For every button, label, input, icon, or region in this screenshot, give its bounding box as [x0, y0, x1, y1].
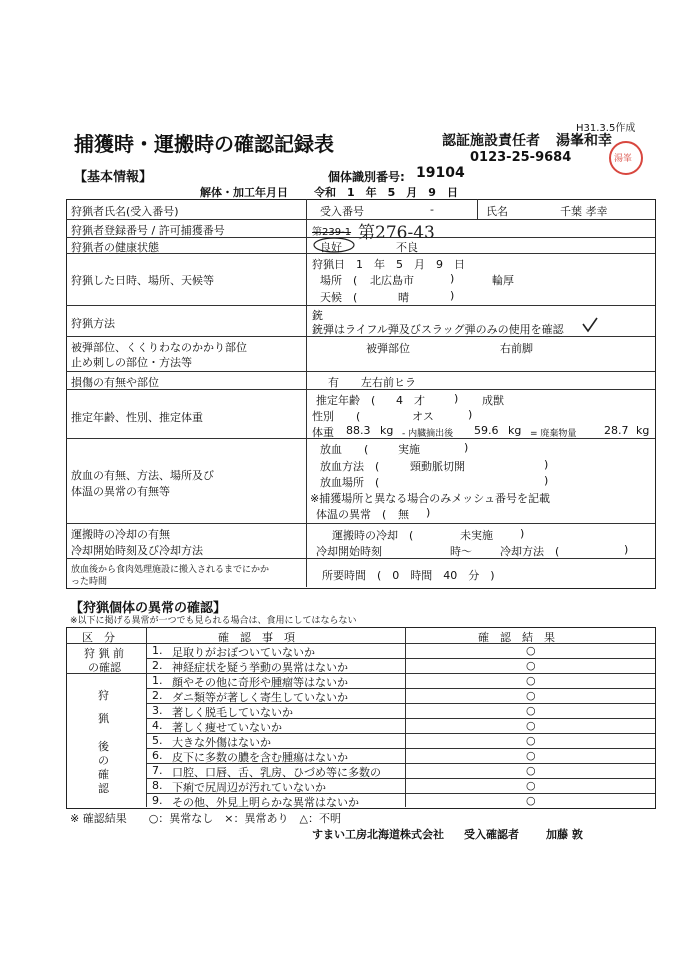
- sex-label: 性別 (: [312, 410, 361, 423]
- name-value: 千葉 孝幸: [560, 205, 608, 218]
- col-category: 区 分: [82, 631, 115, 644]
- weight-value: 88.3: [346, 424, 371, 437]
- wound-part-label: 被弾部位: [366, 342, 410, 355]
- bleed-place-label: 放血場所 (: [320, 476, 380, 489]
- weather-label: 天候 (: [320, 291, 358, 304]
- method-value: 銃: [312, 309, 323, 322]
- sex-close: ): [468, 408, 473, 421]
- cooling-start-label: 冷却開始時刻: [316, 545, 382, 558]
- wound-label-2: 止め刺しの部位・方法等: [71, 356, 192, 369]
- age-value: 4 才: [396, 394, 425, 407]
- basic-info-title: 【基本情報】: [74, 170, 153, 185]
- viscera-label: - 内臓摘出後: [402, 429, 454, 439]
- item-number: 8.: [152, 779, 163, 792]
- health-good: 良好: [320, 241, 342, 254]
- item-result: ○: [526, 749, 536, 762]
- abnormal-section-title: 【狩猟個体の異常の確認】: [70, 601, 227, 616]
- bleed-place-close: ): [544, 474, 549, 487]
- transport-label-1: 放血後から食肉処理施設に搬入されるまでにかか: [71, 565, 270, 575]
- item-result: ○: [526, 719, 536, 732]
- bleed-label-1: 放血の有無、方法、場所及び: [71, 469, 214, 482]
- col-result: 確 認 結 果: [478, 631, 555, 644]
- result-legend: ※ 確認結果 ○：異常なし ×：異常あり △：不明: [70, 812, 341, 825]
- estimate-label: 推定年齢、性別、推定体重: [71, 411, 203, 424]
- post-hunt-char: 確: [98, 768, 109, 781]
- bleed-method-close: ): [544, 458, 549, 471]
- hunt-date: 狩猟日 1 年 5 月 9 日: [312, 258, 465, 271]
- bleed-method-label: 放血方法 (: [320, 460, 380, 473]
- post-hunt-char: 後: [98, 740, 109, 753]
- transport-value: 所要時間 ( 0 時間 40 分 ): [322, 569, 495, 582]
- place-value: 北広島市: [370, 274, 414, 287]
- id-value: 19104: [416, 165, 465, 181]
- item-text: ダニ類等が著しく寄生していないか: [172, 691, 348, 704]
- item-result: ○: [526, 764, 536, 777]
- item-text: その他、外見上明らかな異常はないか: [172, 796, 359, 809]
- cooling-label-1: 運搬時の冷却の有無: [71, 528, 170, 541]
- health-label: 狩猟者の健康状態: [71, 241, 159, 254]
- reception-number-label: 受入番号: [320, 205, 364, 218]
- receiver-name: 加藤 敦: [546, 828, 583, 841]
- item-text: 大きな外傷はないか: [172, 736, 271, 749]
- waste-value: 28.7: [604, 424, 629, 437]
- registration-struck: 第239-1: [312, 227, 352, 238]
- item-number: 1.: [152, 644, 163, 657]
- place-detail: 輪厚: [492, 274, 514, 287]
- item-result: ○: [526, 644, 536, 657]
- responsible-label: 認証施設責任者: [442, 133, 540, 149]
- age-label: 推定年齢 (: [316, 394, 376, 407]
- registration-handwritten: 第276-43: [358, 223, 435, 243]
- pre-hunt-label-1: 狩 猟 前: [84, 647, 124, 660]
- col-items: 確 認 事 項: [218, 631, 295, 644]
- post-hunt-char: 認: [98, 782, 109, 795]
- item-result: ○: [526, 734, 536, 747]
- reception-number-value: -: [430, 203, 434, 216]
- mesh-note: ※捕獲場所と異なる場合のみメッシュ番号を記載: [310, 492, 550, 505]
- temp-value: 無: [398, 508, 409, 521]
- waste-unit: kg: [636, 424, 650, 437]
- item-result: ○: [526, 674, 536, 687]
- creation-date-note: H31.3.5作成: [576, 123, 636, 134]
- item-result: ○: [526, 689, 536, 702]
- receiver-label: 受入確認者: [464, 828, 519, 841]
- item-result: ○: [526, 704, 536, 717]
- item-number: 1.: [152, 674, 163, 687]
- cooling-presence-label: 運搬時の冷却 (: [332, 529, 414, 542]
- phone-number: 0123-25-9684: [470, 150, 572, 165]
- item-text: 口腔、口唇、舌、乳房、ひづめ等に多数の: [172, 766, 381, 779]
- sex-value: オス: [412, 410, 434, 423]
- item-text: 著しく痩せていないか: [172, 721, 282, 734]
- cooling-method-close: ): [624, 543, 629, 556]
- item-number: 6.: [152, 749, 163, 762]
- method-note: 銃弾はライフル弾及びスラッグ弾のみの使用を確認: [312, 323, 564, 336]
- item-text: 皮下に多数の膿を含む腫瘍はないか: [172, 751, 348, 764]
- item-result: ○: [526, 794, 536, 807]
- checkmark-icon: [580, 316, 600, 334]
- item-text: 顔やその他に奇形や腫瘤等はないか: [172, 676, 348, 689]
- waste-label: = 廃棄物量: [530, 429, 577, 439]
- cooling-presence-close: ): [520, 527, 525, 540]
- item-text: 著しく脱毛していないか: [172, 706, 293, 719]
- process-date: 令和 1 年 5 月 9 日: [314, 186, 458, 199]
- wound-part-value: 右前脚: [500, 342, 533, 355]
- item-text: 足取りがおぼついていないか: [172, 646, 315, 659]
- age-close: ): [454, 392, 459, 405]
- post-hunt-char: の: [98, 754, 109, 767]
- method-label: 狩猟方法: [71, 317, 115, 330]
- seal-text: 湯峯: [614, 154, 633, 164]
- item-result: ○: [526, 779, 536, 792]
- wound-label-1: 被弾部位、くくりわなのかかり部位: [71, 341, 247, 354]
- bleed-label-2: 体温の異常の有無等: [71, 485, 170, 498]
- place-label: 場所 (: [320, 274, 358, 287]
- weight-label: 体重: [312, 426, 334, 439]
- damage-label: 損傷の有無や部位: [71, 376, 159, 389]
- item-number: 2.: [152, 659, 163, 672]
- responsible-name: 湯峯和幸: [556, 133, 612, 149]
- bleed-presence-value: 実施: [398, 443, 420, 456]
- place-close: ): [450, 272, 455, 285]
- age-class: 成獣: [482, 394, 504, 407]
- item-text: 神経症状を疑う挙動の異常はないか: [172, 661, 348, 674]
- weight-unit: kg: [380, 424, 394, 437]
- page-title: 捕獲時・運搬時の確認記録表: [74, 132, 334, 156]
- pre-hunt-label-2: の確認: [88, 661, 121, 674]
- damage-value: 有 左右前ヒラ: [328, 376, 416, 389]
- item-text: 下痢で尻周辺が汚れていないか: [172, 781, 326, 794]
- viscera-value: 59.6: [474, 424, 499, 437]
- post-hunt-char: 猟: [98, 712, 109, 725]
- bleed-presence-label: 放血 (: [320, 443, 369, 456]
- temp-close: ): [426, 506, 431, 519]
- bleed-method-value: 頸動脈切開: [410, 460, 465, 473]
- temp-label: 体温の異常 (: [316, 508, 387, 521]
- bleed-presence-close: ): [464, 441, 469, 454]
- item-number: 3.: [152, 704, 163, 717]
- id-label: 個体識別番号:: [328, 170, 405, 184]
- process-date-label: 解体・加工年月日: [200, 186, 288, 199]
- item-number: 4.: [152, 719, 163, 732]
- registration-label: 狩猟者登録番号 / 許可捕獲番号: [71, 224, 225, 237]
- company-name: すまい工房北海道株式会社: [312, 828, 444, 841]
- item-number: 5.: [152, 734, 163, 747]
- abnormal-note: ※以下に掲げる異常が一つでも見られる場合は、食用にしてはならない: [70, 616, 357, 626]
- health-bad: 不良: [396, 241, 418, 254]
- item-number: 9.: [152, 794, 163, 807]
- cooling-time: 時～: [450, 545, 472, 558]
- post-hunt-char: 狩: [98, 689, 109, 702]
- cooling-presence-value: 未実施: [460, 529, 493, 542]
- hunt-datetime-label: 狩猟した日時、場所、天候等: [71, 274, 214, 287]
- name-label: 氏名: [486, 205, 508, 218]
- item-number: 2.: [152, 689, 163, 702]
- cooling-label-2: 冷却開始時刻及び冷却方法: [71, 544, 203, 557]
- weather-value: 晴: [398, 291, 409, 304]
- item-number: 7.: [152, 764, 163, 777]
- weather-close: ): [450, 289, 455, 302]
- viscera-unit: kg: [508, 424, 522, 437]
- hunter-name-label: 狩猟者氏名(受入番号): [71, 205, 179, 218]
- item-result: ○: [526, 659, 536, 672]
- transport-label-2: った時間: [71, 577, 108, 587]
- cooling-method-label: 冷却方法 (: [500, 545, 560, 558]
